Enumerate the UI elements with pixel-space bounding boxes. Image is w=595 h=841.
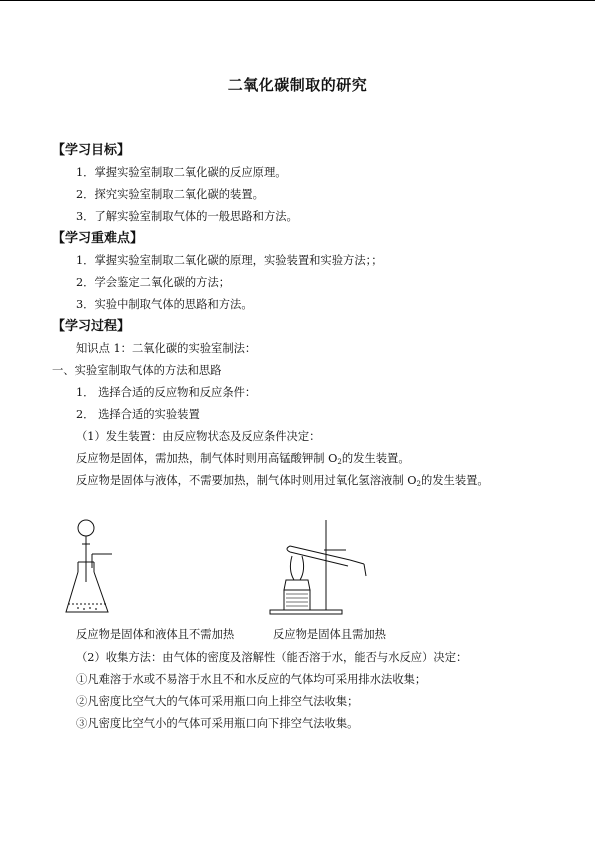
- goal-item-1: 1．掌握实验室制取二氧化碳的反应原理。: [76, 166, 287, 179]
- o2-subscript: 2: [416, 480, 421, 488]
- collect-item-3: ③凡密度比空气小的气体可采用瓶口向下排空气法收集。: [76, 717, 359, 730]
- solid-liquid-apparatus-illustration: [64, 516, 134, 618]
- goal-item-2: 2．探究实验室制取二氧化碳的装置。: [76, 188, 264, 201]
- collect-item-2: ②凡密度比空气大的气体可采用瓶口向上排空气法收集；: [76, 695, 359, 708]
- solid-heat-tail: 的发生装置。: [341, 452, 410, 465]
- solid-heat-apparatus-illustration: [266, 516, 378, 616]
- o2-subscript: 2: [337, 458, 342, 466]
- collect-item-1: ①凡难溶于水或不易溶于水且不和水反应的气体均可采用排水法收集；: [76, 673, 427, 686]
- step-1: 1． 选择合适的反应物和反应条件：: [76, 386, 257, 399]
- solid-heat-line: [76, 452, 410, 469]
- caption-solid-heat: 反应物是固体且需加热: [273, 628, 386, 641]
- heading-process: 【学习过程】: [52, 319, 131, 334]
- document-title: 二氧化碳制取的研究: [227, 76, 368, 94]
- knowledge-point-1: 知识点 1：二氧化碳的实验室制法：: [76, 342, 257, 355]
- heading-goals: 【学习目标】: [52, 143, 131, 158]
- collection-heading: （2）收集方法：由气体的密度及溶解性（能否溶于水，能否与水反应）决定：: [76, 651, 468, 664]
- key-point-item-1: 1．掌握实验室制取二氧化碳的原理，实验装置和实验方法；；: [76, 254, 383, 267]
- step-2: 2． 选择合适的实验装置: [76, 408, 200, 421]
- goal-item-3: 3．了解实验室制取气体的一般思路和方法。: [76, 210, 298, 223]
- solid-heat-text: 反应物是固体，需加热，制气体时则用高锰酸钾制 O: [76, 452, 338, 465]
- part-one-heading: 一、实验室制取气体的方法和思路: [52, 364, 222, 377]
- top-rule: [0, 0, 595, 1]
- key-point-item-2: 2．学会鉴定二氧化碳的方法；: [76, 276, 231, 289]
- solid-liquid-line: [76, 474, 489, 491]
- heading-key-points: 【学习重难点】: [52, 231, 144, 246]
- key-point-item-3: 3．实验中制取气体的思路和方法。: [76, 298, 253, 311]
- generator-heading: （1）发生装置：由反应物状态及反应条件决定：: [76, 430, 321, 443]
- caption-solid-liquid: 反应物是固体和液体且不需加热: [76, 628, 235, 641]
- solid-liquid-tail: 的发生装置。: [420, 474, 489, 487]
- solid-liquid-text: 反应物是固体与液体，不需要加热，制气体时则用过氧化氢溶液制 O: [76, 474, 417, 487]
